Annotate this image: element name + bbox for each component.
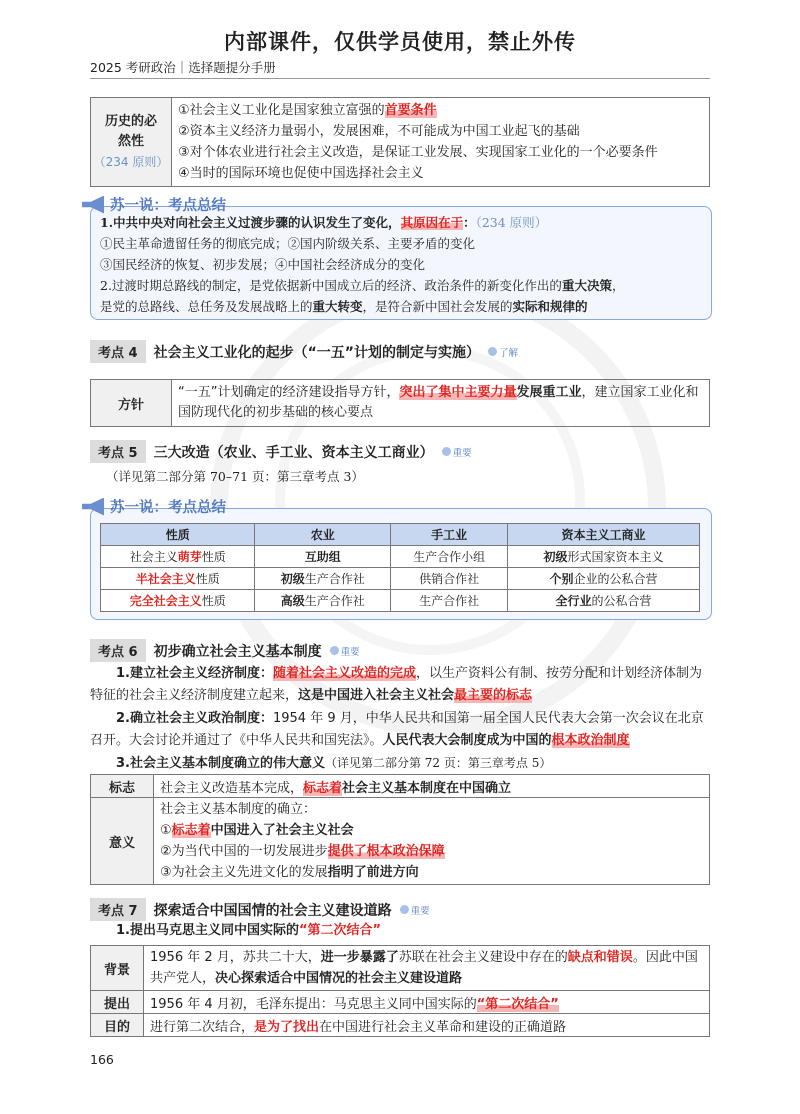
table-cell bbox=[508, 568, 700, 590]
kp6-red: 标志着 bbox=[171, 823, 211, 838]
cell-text: 社会主义 bbox=[129, 550, 178, 564]
summary-1-text: 1.中共中央对向社会主义过渡步骤的认识发生了变化， bbox=[100, 215, 401, 230]
three-reforms-table bbox=[100, 523, 700, 612]
history-label-line1: 历史的必 bbox=[104, 114, 157, 129]
kp4-bold: 发展重工业 bbox=[516, 385, 582, 400]
kp6-text: ②为当代中国的一切发展进步 bbox=[160, 844, 328, 859]
kp7-text: 在中国进行社会主义革命和建设的正确道路 bbox=[319, 1019, 567, 1035]
kp6-sign-content bbox=[154, 775, 710, 798]
kp7-red: 缺点和错误 bbox=[567, 950, 633, 965]
kp5-tag: 重要 bbox=[442, 445, 472, 459]
kp7-goal-content bbox=[144, 1014, 710, 1037]
cell-text: 企业的公私合营 bbox=[573, 572, 658, 586]
kp6-red: 最主要的标志 bbox=[454, 688, 533, 703]
kp7-text: 苏联在社会主义建设中存在的 bbox=[398, 950, 568, 965]
kp6-red: 随着社会主义改造的完成 bbox=[272, 666, 416, 681]
kp6-bold: 社会主义基本制度在中国确立 bbox=[342, 780, 512, 796]
kp5-title: 三大改造（农业、手工业、资本主义工商业） bbox=[153, 444, 434, 461]
table-cell bbox=[101, 590, 255, 612]
kp7-bold: 1.提出马克思主义同中国实际的 bbox=[116, 923, 299, 938]
table-cell: 生产合作小组 bbox=[391, 546, 508, 568]
kp6-red: 根本政治制度 bbox=[551, 733, 630, 748]
history-items-cell bbox=[172, 98, 710, 187]
kp6-text: ③为社会主义先进文化的发展 bbox=[160, 865, 328, 880]
table-row bbox=[101, 568, 700, 590]
cell-bold: 初级 bbox=[280, 572, 305, 586]
table-cell bbox=[101, 568, 255, 590]
table-cell bbox=[255, 590, 391, 612]
kp6-text: ，以生产资料公有制、按劳分配和计划经济体制为特征的社会主义经济制度建立起来， bbox=[90, 666, 703, 703]
megaphone-icon bbox=[82, 196, 104, 214]
table-header: 农业 bbox=[255, 524, 391, 546]
history-item: ③对个体农业进行社会主义改造，是保证工业发展、实现国家工业化的一个必要条件 bbox=[178, 145, 658, 160]
kp6-bold: 1.建立社会主义经济制度： bbox=[116, 666, 273, 681]
kp6-title: 初步确立社会主义基本制度 bbox=[153, 643, 322, 660]
kp7-heading bbox=[90, 898, 430, 921]
kp6-heading bbox=[90, 639, 360, 662]
history-necessity-table bbox=[90, 97, 710, 187]
kp6-red: 提供了根本政治保障 bbox=[327, 844, 445, 859]
kp4-title: 社会主义工业化的起步（“一五”计划的制定与实施） bbox=[153, 344, 480, 361]
cell-text: 生产合作社 bbox=[304, 594, 365, 608]
kp4-badge: 考点 4 bbox=[90, 340, 146, 363]
kp6-para-2 bbox=[90, 708, 710, 752]
kp4-table bbox=[90, 379, 710, 427]
cell-text: 性质 bbox=[201, 594, 226, 608]
cell-bold: 初级 bbox=[543, 550, 568, 564]
summary-tag-label: 苏一说：考点总结 bbox=[110, 198, 226, 214]
cell-red: 半社会主义 bbox=[135, 572, 196, 586]
kp5-reference: （详见第二部分第 70–71 页：第三章考点 3） bbox=[106, 469, 364, 484]
kp6-sign-label: 标志 bbox=[91, 775, 154, 798]
kp6-text: ① bbox=[160, 823, 172, 838]
summary-1-red: 其原因在于 bbox=[400, 215, 464, 230]
kp4-content bbox=[172, 380, 710, 427]
history-item-text: ①社会主义工业化是国家独立富强的 bbox=[178, 103, 385, 118]
table-header: 资本主义工商业 bbox=[508, 524, 700, 546]
history-label-line2: 然性 bbox=[117, 134, 144, 149]
table-row bbox=[101, 546, 700, 568]
kp6-tag: 重要 bbox=[330, 644, 360, 658]
summary-1-text: ，是符合新中国社会发展的 bbox=[362, 299, 513, 314]
table-cell bbox=[101, 546, 255, 568]
header-divider bbox=[90, 78, 710, 79]
kp7-background-content bbox=[144, 946, 710, 991]
kp7-propose-label: 提出 bbox=[91, 991, 144, 1014]
kp4-red: 突出了集中主要力量 bbox=[399, 385, 517, 400]
cell-red: 完全社会主义 bbox=[129, 594, 202, 608]
summary-1-text: ： bbox=[463, 215, 476, 230]
history-item-highlight: 首要条件 bbox=[384, 103, 437, 118]
table-header: 手工业 bbox=[391, 524, 508, 546]
summary-1-bold: 重大转变 bbox=[312, 299, 363, 314]
cell-text: 的公私合营 bbox=[591, 594, 652, 608]
kp7-text: 1956 年 2 月，苏共二十大， bbox=[150, 950, 321, 965]
kp7-table bbox=[90, 945, 710, 1037]
cell-red: 萌芽 bbox=[177, 550, 202, 564]
summary-1-text: 是党的总路线、总任务及发展战略上的 bbox=[100, 299, 313, 314]
kp7-badge: 考点 7 bbox=[90, 898, 146, 921]
page-header-title: 内部课件，仅供学员使用，禁止外传 bbox=[224, 30, 576, 54]
kp6-bold: 这是中国进入社会主义社会 bbox=[298, 688, 455, 703]
history-item: ④当时的国际环境也促使中国选择社会主义 bbox=[178, 166, 424, 181]
summary-1-bold: 实际和规律的 bbox=[512, 299, 588, 314]
summary-1-line2: ①民主革命遗留任务的彻底完成；②国内阶级关系、主要矛盾的变化 bbox=[100, 236, 476, 251]
kp4-label: 方针 bbox=[91, 380, 172, 427]
cell-text: 性质 bbox=[201, 550, 226, 564]
kp7-tag: 重要 bbox=[400, 903, 430, 917]
kp4-heading bbox=[90, 340, 518, 363]
kp7-text: 。因此中国共产党人， bbox=[150, 950, 698, 986]
cell-text: 性质 bbox=[195, 572, 220, 586]
summary-1-line5 bbox=[100, 296, 705, 317]
history-item bbox=[178, 100, 703, 121]
kp6-meaning-line bbox=[160, 820, 703, 841]
kp6-note: （详见第二部分第 72 页：第三章考点 5） bbox=[324, 756, 552, 770]
summary-1-bold: 重大决策 bbox=[561, 278, 612, 293]
kp6-bold: 3.社会主义基本制度确立的伟大意义 bbox=[116, 756, 325, 771]
page-number: 166 bbox=[90, 1052, 114, 1067]
summary-1-text: 2.过渡时期总路线的制定，是党依据新中国成立后的经济、政治条件的新变化作出的 bbox=[100, 278, 562, 293]
kp6-bold: 指明了前进方向 bbox=[327, 865, 419, 880]
table-row bbox=[101, 590, 700, 612]
summary-1-note: （234 原则） bbox=[475, 215, 548, 230]
kp7-red: “第二次结合” bbox=[476, 996, 559, 1012]
kp7-red: 是为了找出 bbox=[254, 1019, 320, 1035]
table-cell: 供销合作社 bbox=[391, 568, 508, 590]
kp6-bold: 中国进入了社会主义社会 bbox=[210, 823, 354, 838]
kp5-heading bbox=[90, 440, 472, 463]
kp7-propose-content bbox=[144, 991, 710, 1014]
kp7-text: 1956 年 4 月初，毛泽东提出：马克思主义同中国实际的 bbox=[150, 996, 477, 1012]
kp6-meaning-content bbox=[154, 798, 710, 885]
summary-1-line3: ③国民经济的恢复、初步发展；④中国社会经济成分的变化 bbox=[100, 257, 426, 272]
kp7-background-label: 背景 bbox=[91, 946, 144, 991]
kp4-text: “一五”计划确定的经济建设指导方针， bbox=[178, 385, 400, 400]
kp6-badge: 考点 6 bbox=[90, 639, 146, 662]
cell-bold: 全行业 bbox=[555, 594, 592, 608]
kp7-bold: 决心探索适合中国情况的社会主义建设道路 bbox=[215, 971, 463, 986]
history-label-note: （234 原则） bbox=[93, 155, 169, 169]
cell-bold: 高级 bbox=[280, 594, 305, 608]
table-cell bbox=[508, 590, 700, 612]
history-label-cell bbox=[91, 98, 172, 187]
table-cell bbox=[508, 546, 700, 568]
kp7-red: “第二次结合” bbox=[298, 923, 382, 938]
kp6-meaning-label: 意义 bbox=[91, 798, 154, 885]
page-header-subtitle: 2025 考研政治｜选择题提分手册 bbox=[90, 60, 276, 75]
kp6-para-3 bbox=[116, 752, 710, 775]
kp6-table bbox=[90, 774, 710, 885]
table-cell bbox=[255, 568, 391, 590]
cell-text: 形式国家资本主义 bbox=[567, 550, 664, 564]
kp6-text: 1954 年 9 月，中华人民共和国第一届全国人民代表大会第一次会议在北京召开。大会讨论并通过了《中华人民共和国宪法》。 bbox=[90, 711, 704, 748]
table-header: 性质 bbox=[101, 524, 255, 546]
kp6-para-1 bbox=[90, 663, 710, 707]
summary-1-content bbox=[100, 212, 705, 317]
kp7-bold: 进一步暴露了 bbox=[320, 950, 399, 965]
kp6-red: 标志着 bbox=[303, 780, 343, 796]
kp7-subheading bbox=[116, 920, 710, 942]
kp7-text: 进行第二次结合， bbox=[150, 1019, 255, 1035]
cell-text: 生产合作社 bbox=[304, 572, 365, 586]
summary-1-line4 bbox=[100, 275, 705, 296]
megaphone-icon bbox=[82, 498, 104, 516]
kp6-bold: 2.确立社会主义政治制度： bbox=[116, 711, 273, 726]
kp6-meaning-line bbox=[160, 841, 703, 862]
history-item: ②资本主义经济力量弱小，发展困难，不可能成为中国工业起飞的基础 bbox=[178, 124, 580, 139]
kp4-tag: 了解 bbox=[488, 345, 518, 359]
kp4-text: ，建立国家工业化和国防现代化的初步基础的核心要点 bbox=[178, 385, 699, 420]
kp6-text: 社会主义改造基本完成， bbox=[160, 780, 304, 796]
summary-1-text: ， bbox=[611, 278, 625, 293]
summary-tag-2 bbox=[82, 496, 226, 517]
summary-1-line1 bbox=[100, 212, 705, 233]
kp5-badge: 考点 5 bbox=[90, 440, 146, 463]
kp6-meaning-line bbox=[160, 862, 703, 883]
summary-tag-label: 苏一说：考点总结 bbox=[110, 500, 226, 516]
kp7-goal-label: 目的 bbox=[91, 1014, 144, 1037]
kp6-meaning-line: 社会主义基本制度的确立： bbox=[160, 802, 317, 817]
cell-bold: 互助组 bbox=[304, 550, 341, 564]
kp6-bold: 人民代表大会制度成为中国的 bbox=[382, 733, 552, 748]
table-cell: 生产合作社 bbox=[391, 590, 508, 612]
kp7-title: 探索适合中国国情的社会主义建设道路 bbox=[153, 902, 392, 919]
cell-bold: 个别 bbox=[549, 572, 574, 586]
table-cell bbox=[255, 546, 391, 568]
